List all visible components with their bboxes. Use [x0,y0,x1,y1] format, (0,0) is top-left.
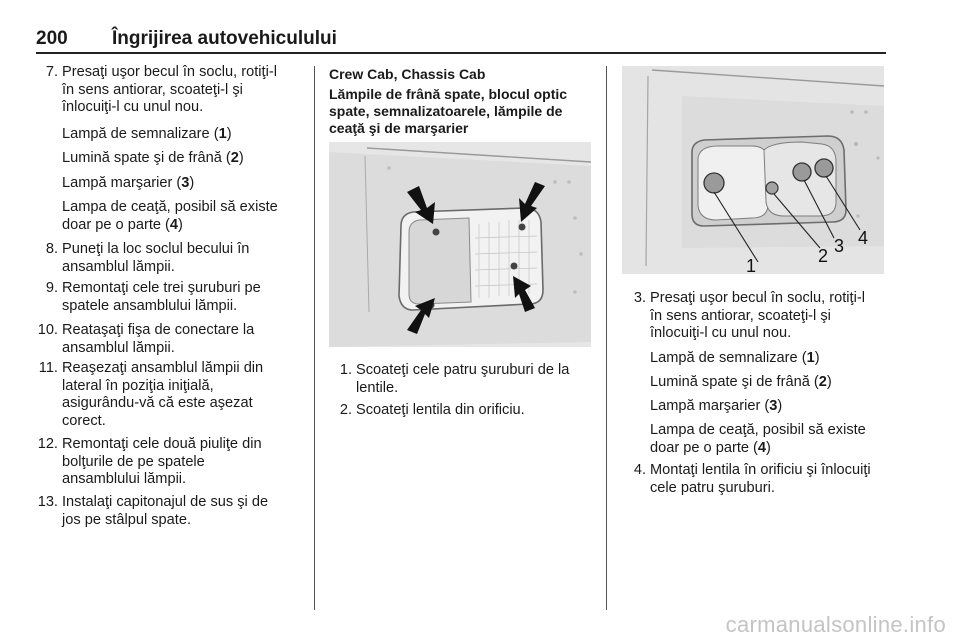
right-bulb-item-1: Lampă de semnalizare (1) [650,350,820,366]
step-line: Puneţi la loc soclul becului în [62,241,250,257]
step-line: înlocuiţi-l cu unul nou. [62,99,204,116]
step-number: 12. [37,436,58,452]
figure-label-2: 2 [818,246,829,266]
figure-label-3: 3 [834,236,845,256]
header-rule [36,52,886,54]
step-line: bolţurile de pe spatele [62,453,205,470]
step-number: 1. [339,362,352,378]
bulb-item-4: Lampa de ceaţă, posibil să existe doar pe o parte (4) [62,199,278,233]
step-line: Scoateţi cele patru şuruburi de la [356,362,570,378]
figure-label-1: 1 [746,256,757,274]
step-line: înlocuiţi-l cu unul nou. [650,325,792,342]
step-line: cele patru şuruburi. [650,479,775,496]
step-line: ansamblul lămpii. [62,339,175,356]
step-number: 13. [37,494,58,510]
step-number: 11. [38,360,58,376]
step-line: lentile. [356,379,399,396]
bulb-item-2: Lumină spate şi de frână (2) [62,150,244,166]
page-number: 200 [36,28,68,49]
step-number: 7. [45,64,58,80]
figure-bulb-positions [622,66,884,274]
step-line: Remontaţi cele două piuliţe din [62,436,262,452]
step-line: Remontaţi cele trei şuruburi pe [62,280,261,296]
step-line: jos pe stâlpul spate. [62,511,191,528]
column-divider-left [314,66,315,610]
step-line: Instalaţi capitonajul de sus şi de [62,494,269,510]
step-line: Reaşezaţi ansamblul lămpii din [62,360,264,376]
step-line: Montaţi lentila în orificiu şi înlocuiţi [650,462,871,478]
step-line: spatele ansamblului lămpii. [62,297,238,314]
step-line: în sens antiorar, scoateţi-l şi [650,307,831,324]
step-line: Reataşaţi fişa de conectare la [62,322,255,338]
step-line: asigurându-vă că este aşezat [62,395,253,412]
step-line: corect. [62,412,106,429]
bulb-positions-illustration [622,66,884,274]
figure-label-4: 4 [858,228,869,248]
step-number: 9. [45,280,58,296]
page-header-title: Îngrijirea autovehiculului [112,28,337,49]
step-line: în sens antiorar, scoateţi-l şi [62,81,243,98]
step-number: 8. [45,241,58,257]
bulb-item-1: Lampă de semnalizare (1) [62,126,232,142]
step-line: Presaţi uşor becul în soclu, rotiţi-l [62,64,277,80]
step-number: 3. [633,290,646,306]
step-number: 10. [37,322,58,338]
step-line: Scoateţi lentila din orificiu. [356,402,525,418]
column-divider-right [606,66,607,610]
figure-rear-lamp-screws [329,142,591,347]
rear-lamp-screws-illustration [329,142,591,347]
step-number: 2. [339,402,352,418]
right-bulb-item-2: Lumină spate şi de frână (2) [650,374,832,390]
step-line: ansamblul lămpii. [62,258,175,275]
watermark: carmanualsonline.info [725,612,946,637]
step-line: lateral în poziţia iniţială, [62,377,214,394]
step-number: 4. [633,462,646,478]
step-line: ansamblului lămpii. [62,471,187,488]
right-bulb-item-4: Lampa de ceaţă, posibil să existe doar pe o parte (4) [650,422,866,456]
section-subheading: Lămpile de frână spate, blocul optic spate, semnalizatoarele, lămpile de ceaţă şi de marşarier [329,86,568,136]
section-heading: Crew Cab, Chassis Cab [329,66,486,82]
right-bulb-item-3: Lampă marşarier (3) [650,398,783,414]
step-line: Presaţi uşor becul în soclu, rotiţi-l [650,290,865,306]
bulb-item-3: Lampă marşarier (3) [62,175,195,191]
